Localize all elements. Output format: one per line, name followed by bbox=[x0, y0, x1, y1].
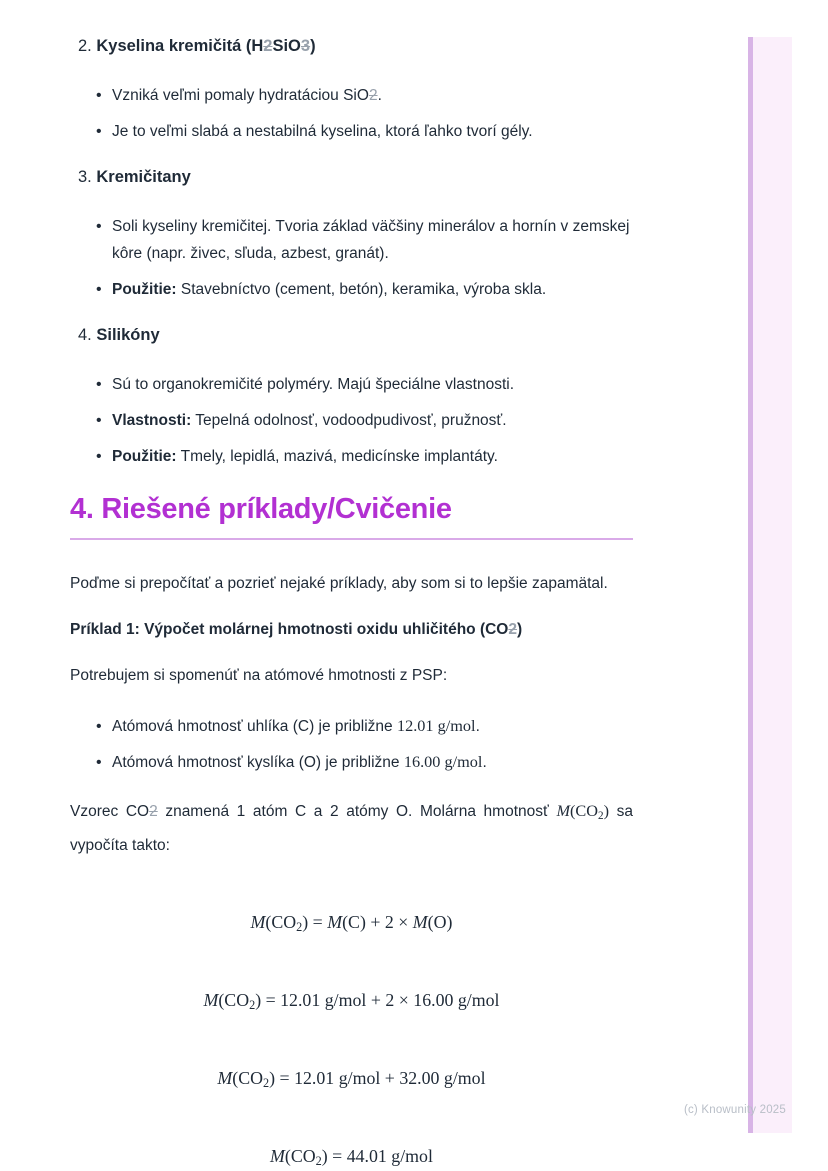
text-segment: Tmely, lepidlá, mazivá, medicínske implantáty. bbox=[176, 448, 498, 465]
text-segment: Kremičitany bbox=[96, 168, 191, 186]
numbered-heading bbox=[78, 34, 633, 58]
item-number: 2. bbox=[78, 37, 97, 55]
text-segment: 3 bbox=[300, 37, 311, 55]
paragraph bbox=[70, 796, 633, 861]
text-segment: Vzorec CO bbox=[70, 803, 150, 820]
section-title: 4. Riešené príklady/Cvičenie bbox=[70, 493, 452, 525]
text-segment: Vlastnosti: bbox=[112, 412, 192, 429]
numbered-heading bbox=[78, 165, 633, 189]
text-segment: . bbox=[482, 754, 487, 771]
text-segment: (CO bbox=[218, 990, 250, 1010]
example-heading bbox=[70, 616, 633, 643]
text-segment: 2 bbox=[315, 1154, 322, 1168]
text-segment: 16.00 g/mol bbox=[403, 753, 483, 771]
bullet-list bbox=[70, 82, 633, 145]
text-segment: (C) + 2 × bbox=[342, 912, 413, 932]
text-segment: (CO bbox=[232, 1068, 264, 1088]
text-segment: (CO bbox=[570, 802, 599, 820]
math-formula bbox=[70, 1066, 633, 1095]
item-title bbox=[96, 37, 315, 55]
text-segment: znamená 1 atóm C a 2 atómy O. Molárna hmotnosť bbox=[157, 803, 557, 820]
item-title bbox=[96, 326, 159, 344]
text-segment: M bbox=[327, 912, 343, 932]
text-segment: 2 bbox=[149, 803, 158, 820]
bullet-item bbox=[96, 118, 633, 145]
text-segment: M bbox=[556, 802, 570, 820]
numbered-heading bbox=[78, 323, 633, 347]
text-segment: Stavebníctvo (cement, betón), keramika, výroba skla. bbox=[176, 281, 547, 298]
text-segment: Atómová hmotnosť kyslíka (O) je približne bbox=[112, 754, 404, 771]
math-formula bbox=[70, 988, 633, 1017]
text-segment: (O) bbox=[427, 912, 453, 932]
text-segment: 2 bbox=[368, 87, 378, 104]
text-segment: (CO bbox=[265, 912, 297, 932]
text-segment: (CO bbox=[284, 1146, 316, 1166]
text-segment: M bbox=[412, 912, 428, 932]
text-segment: 2 bbox=[249, 998, 256, 1012]
section-divider bbox=[70, 538, 633, 540]
text-segment: 2 bbox=[263, 37, 273, 55]
text-segment: 2 bbox=[263, 1076, 270, 1090]
text-segment: Kyselina kremičitá (H bbox=[96, 37, 264, 55]
bullet-list bbox=[70, 713, 633, 776]
text-segment: . bbox=[475, 718, 480, 735]
text-segment: . bbox=[377, 87, 382, 104]
text-segment: ) = 44.01 g/mol bbox=[321, 1146, 433, 1166]
bullet-item bbox=[96, 713, 633, 740]
text-segment: 2 bbox=[508, 621, 517, 638]
text-segment: M bbox=[217, 1068, 233, 1088]
page-edge-accent-bar bbox=[748, 37, 792, 1133]
text-segment: SiO bbox=[272, 37, 301, 55]
text-segment: Atómová hmotnosť uhlíka (C) je približne bbox=[112, 718, 397, 735]
text-segment: Silikóny bbox=[96, 326, 160, 344]
text-segment: 2 bbox=[598, 810, 604, 822]
text-segment: Je to veľmi slabá a nestabilná kyselina, ktorá ľahko tvorí gély. bbox=[112, 123, 533, 140]
text-segment: Použitie: bbox=[112, 281, 177, 298]
text-segment: M bbox=[270, 1146, 285, 1166]
copyright-footer: (c) Knowunity 2025 bbox=[683, 1104, 786, 1116]
bullet-item bbox=[96, 371, 633, 398]
item-number: 3. bbox=[78, 168, 97, 186]
bullet-item bbox=[96, 213, 633, 267]
bullet-item bbox=[96, 443, 633, 470]
text-segment: ) bbox=[310, 37, 316, 55]
document-content bbox=[70, 34, 633, 1171]
text-segment: Príklad 1: Výpočet molárnej hmotnosti oxidu uhličitého (CO bbox=[70, 621, 509, 638]
text-segment: Tepelná odolnosť, vodoodpudivosť, pružnosť. bbox=[191, 412, 507, 429]
text-segment: Použitie: bbox=[112, 448, 177, 465]
text-segment: Sú to organokremičité polyméry. Majú špeciálne vlastnosti. bbox=[112, 376, 515, 393]
bullet-item bbox=[96, 407, 633, 434]
text-segment: M bbox=[250, 912, 266, 932]
item-title bbox=[96, 168, 190, 186]
text-segment: Vzniká veľmi pomaly hydratáciou SiO bbox=[112, 87, 369, 104]
paragraph bbox=[70, 570, 633, 597]
text-segment: ) bbox=[603, 802, 610, 820]
text-segment: ) = 12.01 g/mol + 2 × 16.00 g/mol bbox=[255, 990, 500, 1010]
bullet-list bbox=[70, 371, 633, 470]
text-segment: sa vypočíta takto: bbox=[70, 803, 633, 854]
text-segment: 12.01 g/mol bbox=[396, 717, 476, 735]
paragraph bbox=[70, 662, 633, 689]
text-segment: ) bbox=[516, 621, 523, 638]
bullet-list bbox=[70, 213, 633, 303]
text-segment: ) = bbox=[302, 912, 328, 932]
text-segment: ) = 12.01 g/mol + 32.00 g/mol bbox=[269, 1068, 486, 1088]
item-number: 4. bbox=[78, 326, 97, 344]
text-segment: 2 bbox=[296, 920, 303, 934]
text-segment: M bbox=[203, 990, 219, 1010]
text-segment: Poďme si prepočítať a pozrieť nejaké príklady, aby som si to lepšie zapamätal. bbox=[70, 575, 608, 592]
math-formula bbox=[70, 910, 633, 939]
text-segment: Soli kyseliny kremičitej. Tvoria základ väčšiny minerálov a hornín v zemskej kôre (napr. živec, sľuda, azbest, granát). bbox=[112, 218, 630, 262]
math-formula bbox=[70, 1144, 633, 1171]
bullet-item bbox=[96, 276, 633, 303]
bullet-item bbox=[96, 749, 633, 776]
text-segment: Potrebujem si spomenúť na atómové hmotnosti z PSP: bbox=[70, 667, 448, 684]
bullet-item bbox=[96, 82, 633, 109]
